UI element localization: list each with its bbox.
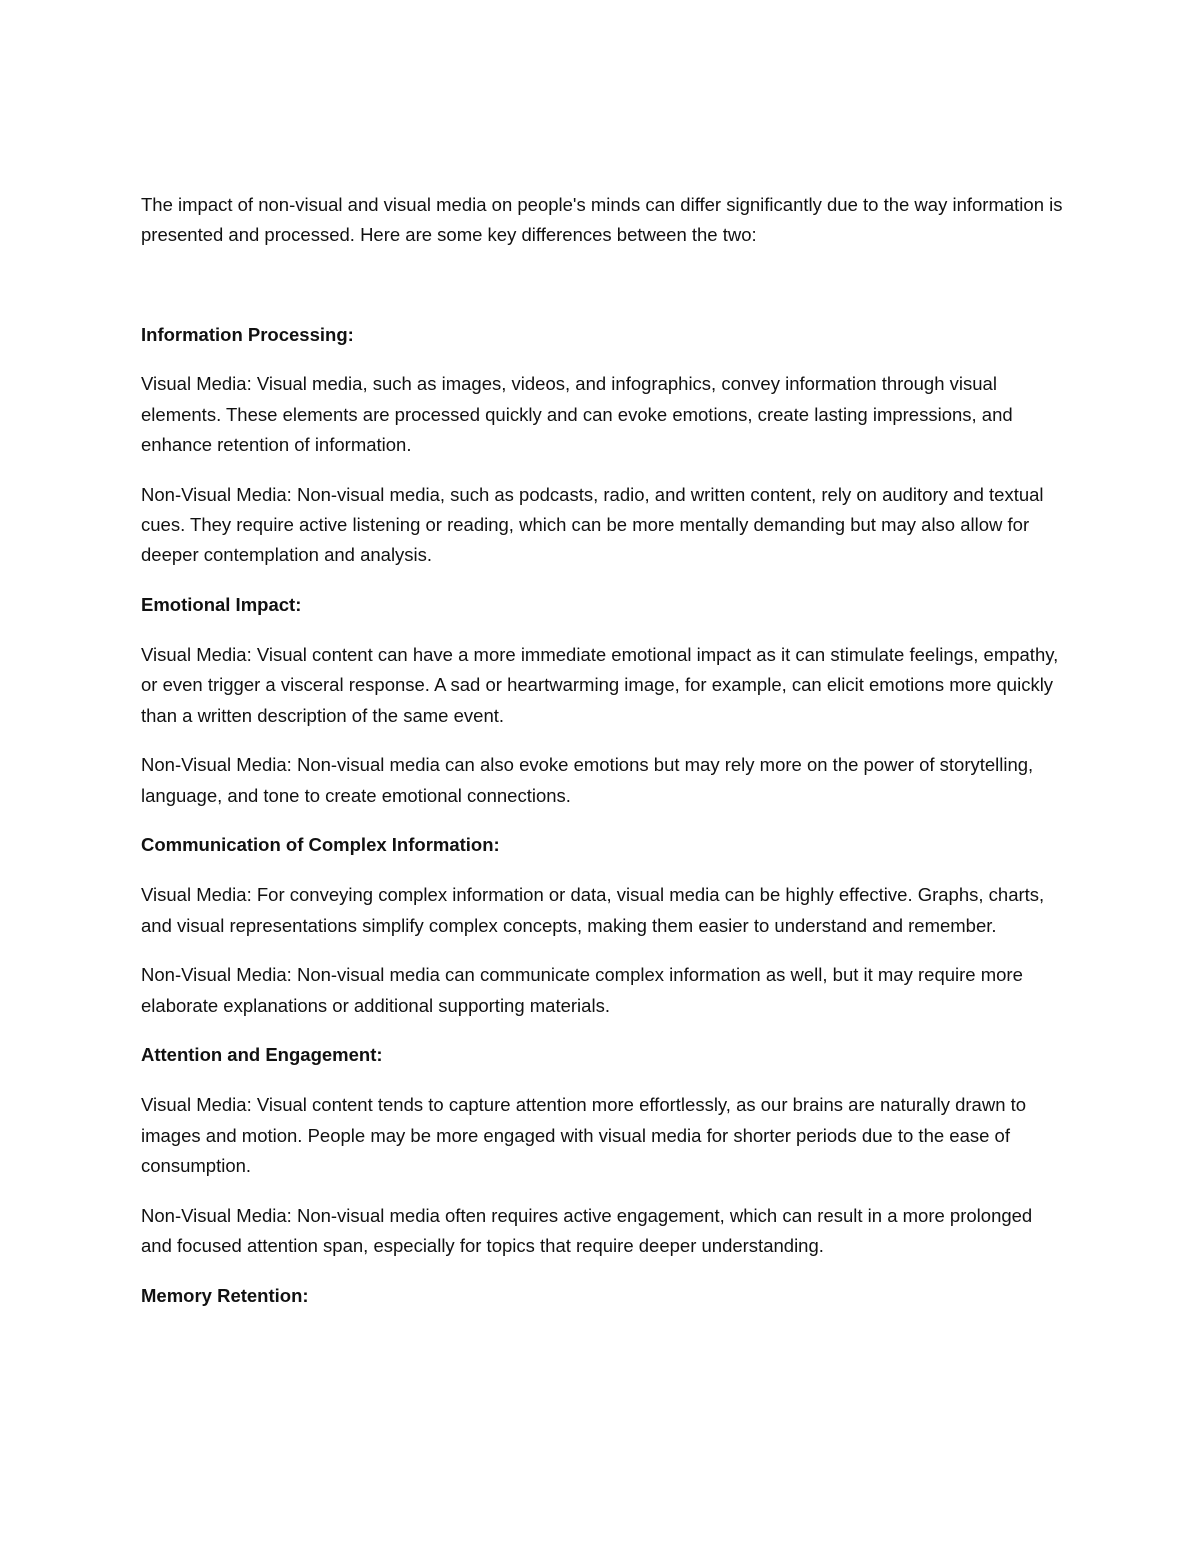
paragraph-non-visual-media-complex-information: Non-Visual Media: Non-visual media can communicate complex information as well, but it may require more elaborate explanations or additional supporting materials. [141,964,1023,1016]
paragraph-non-visual-media-emotional-impact: Non-Visual Media: Non-visual media can also evoke emotions but may rely more on the power of storytelling, language, and tone to create emotional connections. [141,754,1034,806]
paragraph-non-visual-media-information-processing: Non-Visual Media: Non-visual media, such as podcasts, radio, and written content, rely on auditory and textual cues. They require active listening or reading, which can be more mentally demanding but may also allow for deeper contemplation and analysis. [141,483,1044,566]
paragraph-visual-media-attention-engagement: Visual Media: Visual content tends to capture attention more effortlessly, as our brains are naturally drawn to images and motion. People may be more engaged with visual media for shorter periods due to the ease of consumption. [141,1094,1027,1176]
section-heading-emotional-impact: Emotional Impact: [141,594,302,616]
section-heading-information-processing: Information Processing: [141,323,354,345]
section-heading-attention-engagement: Attention and Engagement: [141,1044,383,1066]
intro-paragraph: The impact of non-visual and visual media on people's minds can differ significantly due to the way information is presented and processed. Here are some key differences between the two: [141,194,1063,246]
paragraph-non-visual-media-attention-engagement: Non-Visual Media: Non-visual media often requires active engagement, which can result in a more prolonged and focused attention span, especially for topics that require deeper understanding. [141,1204,1033,1256]
paragraph-visual-media-information-processing: Visual Media: Visual media, such as images, videos, and infographics, convey information through visual elements. These elements are processed quickly and can evoke emotions, create lasting impressions, and enhance retention of information. [141,373,1013,455]
document-body [141,190,1066,1331]
section-heading-memory-retention: Memory Retention: [141,1284,309,1306]
section-heading-complex-information: Communication of Complex Information: [141,834,500,856]
paragraph-visual-media-complex-information: Visual Media: For conveying complex information or data, visual media can be highly effective. Graphs, charts, and visual representations simplify complex concepts, making them easier to understand and remember. [141,884,1045,936]
paragraph-visual-media-emotional-impact: Visual Media: Visual content can have a more immediate emotional impact as it can stimulate feelings, empathy, or even trigger a visceral response. A sad or heartwarming image, for example, can elicit emotions more quickly than a written description of the same event. [141,643,1059,726]
